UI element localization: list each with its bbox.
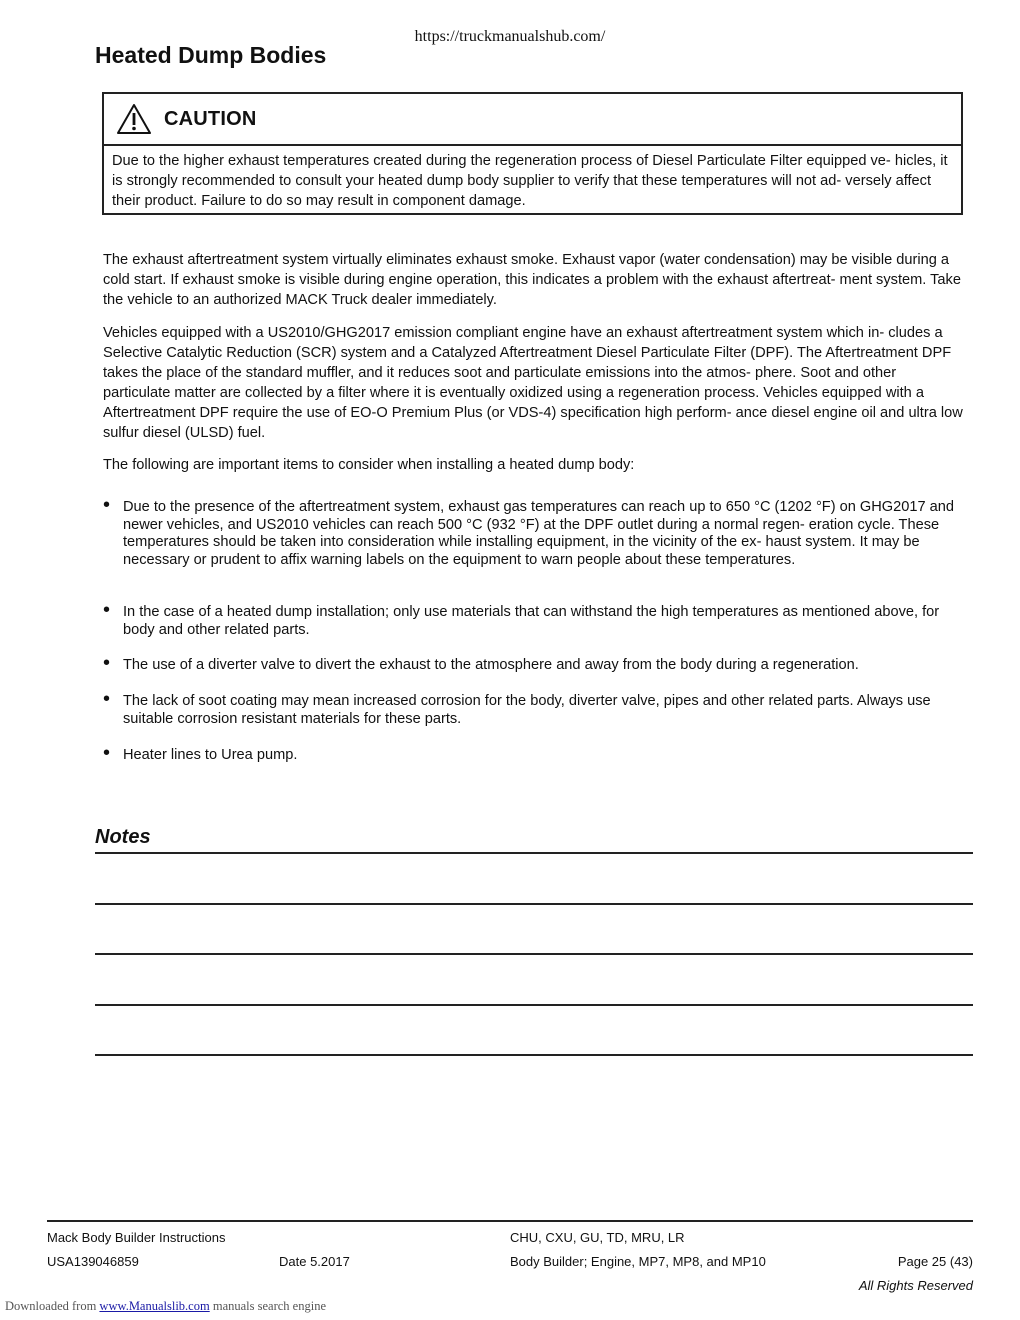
list-item-text: Heater lines to Urea pump.: [123, 747, 298, 763]
bullet-icon: •: [103, 688, 111, 710]
page-title: Heated Dump Bodies: [95, 42, 327, 68]
footer-divider: [47, 1220, 973, 1222]
caution-label: CAUTION: [164, 107, 257, 130]
download-credit: [5, 1299, 326, 1314]
list-item-text: Due to the presence of the aftertreatment system, exhaust gas temperatures can reach up to 650 °C (1202 °F) on GHG2017 and newer vehicles, and US2010 vehicles can reach 500 °C (932 °F) at the DPF outlet during a normal regen- eration cycle. These temperatures should be taken into consideration while installing equipment, in the vicinity of the ex- haust system. It may be necessary or prudent to affix warning labels on the equipment to warn people about these temperatures.: [123, 499, 955, 568]
notes-title: Notes: [95, 826, 151, 848]
bullet-icon: •: [103, 652, 111, 674]
notes-line: [95, 1004, 973, 1006]
paragraph-aftertreatment-system: Vehicles equipped with a US2010/GHG2017 emission compliant engine have an exhaust aftertreatment system which in- cludes a Selective Catalytic Reduction (SCR) system and a Catalyzed Aftertreatment Diesel Particulate Filter (DPF). The Aftertreatment DPF takes the place of the standard muffler, and it reduces soot and particulate emissions into the atmos- phere. Soot and other particulate matter are collected by a filter where it is eventually oxidized using a regeneration process. Vehicles equipped with a Aftertreatment DPF require the use of EO-O Premium Plus (or VDS-4) specification high perform- ance diesel engine oil and ultra low sulfur diesel (ULSD) fuel.: [103, 325, 963, 441]
bullet-icon: •: [103, 599, 111, 621]
list-item: [103, 688, 963, 728]
footer-doc-title: Mack Body Builder Instructions: [47, 1230, 226, 1245]
credit-prefix: Downloaded from: [5, 1299, 97, 1313]
paragraph-exhaust-smoke: The exhaust aftertreatment system virtually eliminates exhaust smoke. Exhaust vapor (water condensation) may be visible during a cold start. If exhaust smoke is visible during engine operation, this indicates a problem with the exhaust aftertreat- ment system. Take the vehicle to an authorized MACK Truck dealer immediately.: [103, 252, 961, 308]
bullet-icon: •: [103, 494, 111, 516]
paragraph-intro-list: The following are important items to consider when installing a heated dump body:: [103, 457, 635, 473]
warning-triangle-icon: [116, 103, 152, 135]
footer-models: CHU, CXU, GU, TD, MRU, LR: [510, 1230, 685, 1245]
credit-suffix: manuals search engine: [212, 1299, 326, 1313]
footer-page-number: Page 25 (43): [897, 1254, 973, 1269]
bullet-icon: •: [103, 742, 111, 764]
footer-doc-number: USA139046859: [47, 1254, 139, 1269]
notes-line: [95, 852, 973, 854]
manualslib-link[interactable]: www.Manualslib.com: [99, 1299, 210, 1313]
notes-line: [95, 1054, 973, 1056]
watermark-url: https://truckmanualshub.com/: [414, 28, 606, 45]
caution-header: [104, 94, 961, 146]
list-item-text: The use of a diverter valve to divert the exhaust to the atmosphere and away from the body during a regeneration.: [123, 657, 859, 673]
list-item-text: In the case of a heated dump installation; only use materials that can withstand the high temperatures as mentioned above, for body and other related parts.: [123, 604, 940, 638]
list-item: [103, 742, 963, 765]
list-item: [103, 599, 963, 639]
footer-rights: All Rights Reserved: [858, 1278, 973, 1293]
notes-line: [95, 953, 973, 955]
footer-section: Body Builder; Engine, MP7, MP8, and MP10: [510, 1254, 766, 1269]
list-item-text: The lack of soot coating may mean increased corrosion for the body, diverter valve, pipes and other related parts. Always use suitable corrosion resistant materials for these parts.: [123, 693, 931, 727]
caution-text: Due to the higher exhaust temperatures created during the regeneration process of Diesel Particulate Filter equipped ve- hicles, it is strongly recommended to consult your heated dump body supplier to verify that these temperatures will not ad- versely affect their product. Failure to do so may result in component damage.: [112, 153, 948, 209]
footer-date: Date 5.2017: [279, 1254, 350, 1269]
notes-line: [95, 903, 973, 905]
list-item: [103, 494, 963, 569]
list-item: [103, 652, 963, 675]
caution-box: [102, 92, 963, 215]
